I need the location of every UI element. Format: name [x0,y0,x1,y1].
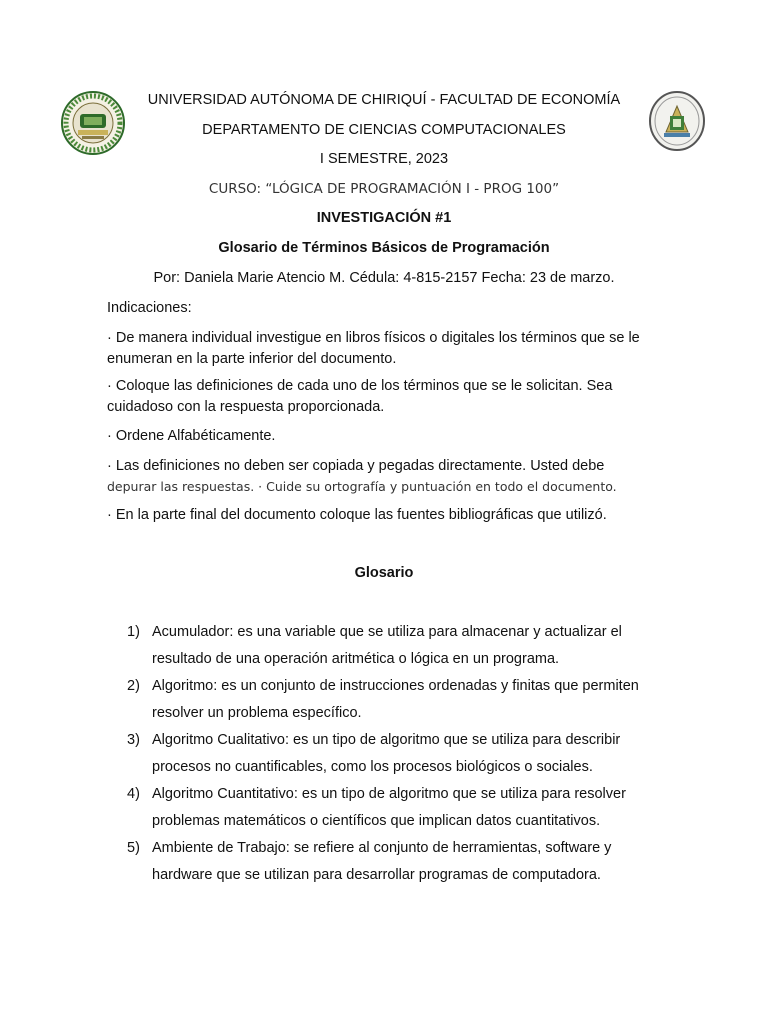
glossary-title: Glosario [354,565,414,581]
glossary-item-text: Acumulador: es una variable que se utiliza para almacenar y actualizar el resultado de una operación aritmética o lógica en un programa. [152,624,622,667]
department-heading: DEPARTAMENTO DE CIENCIAS COMPUTACIONALES [202,122,566,138]
glossary-item [127,835,647,889]
indication-item-5: · En la parte final del documento coloque las fuentes bibliográficas que utilizó. [107,507,607,523]
author-line: Por: Daniela Marie Atencio M. Cédula: 4-815-2157 Fecha: 23 de marzo. [153,270,615,286]
glossary-item-text: Algoritmo: es un conjunto de instrucciones ordenadas y finitas que permiten resolver un problema específico. [152,678,639,721]
glossary-item [127,619,647,673]
indication-item-4-line2: depurar las respuestas. · Cuide su ortografía y puntuación en todo el documento. [107,479,617,494]
indication-item-4-line1: · Las definiciones no deben ser copiada y pegadas directamente. Usted debe [107,458,605,474]
indication-item-3: · Ordene Alfabéticamente. [107,428,276,444]
glossary-list [127,619,647,889]
glossary-item-text: Algoritmo Cualitativo: es un tipo de algoritmo que se utiliza para describir procesos no cuantificables, como los procesos biológicos o sociales. [152,732,621,775]
glossary-item-number: 3) [127,732,140,748]
glossary-item [127,727,647,781]
glossary-item [127,673,647,727]
glossary-item-text: Ambiente de Trabajo: se refiere al conjunto de herramientas, software y hardware que se utilizan para desarrollar programas de computadora. [152,840,612,883]
glossary-item-number: 4) [127,786,140,802]
glossary-item [127,781,647,835]
semester-heading: I SEMESTRE, 2023 [319,151,449,167]
indication-item-1: · De manera individual investigue en libros físicos o digitales los términos que se le enumeran en la parte inferior del documento. [107,330,640,367]
university-heading: UNIVERSIDAD AUTÓNOMA DE CHIRIQUÍ - FACULTAD DE ECONOMÍA [147,92,621,108]
glossary-item-number: 1) [127,624,140,640]
indication-item-2: · Coloque las definiciones de cada uno de los términos que se le solicitan. Sea cuidadoso con la respuesta proporcionada. [107,378,613,415]
glossary-item-text: Algoritmo Cuantitativo: es un tipo de algoritmo que se utiliza para resolver problemas matemáticos o científicos que implican datos cuantitativos. [152,786,626,829]
indications-title: Indicaciones: [107,300,192,316]
document-subtitle: Glosario de Términos Básicos de Programación [218,240,550,256]
glossary-item-number: 2) [127,678,140,694]
glossary-item-number: 5) [127,840,140,856]
course-heading: CURSO: “LÓGICA DE PROGRAMACIÓN I - PROG 100” [208,181,560,197]
investigation-title: INVESTIGACIÓN #1 [316,210,452,226]
